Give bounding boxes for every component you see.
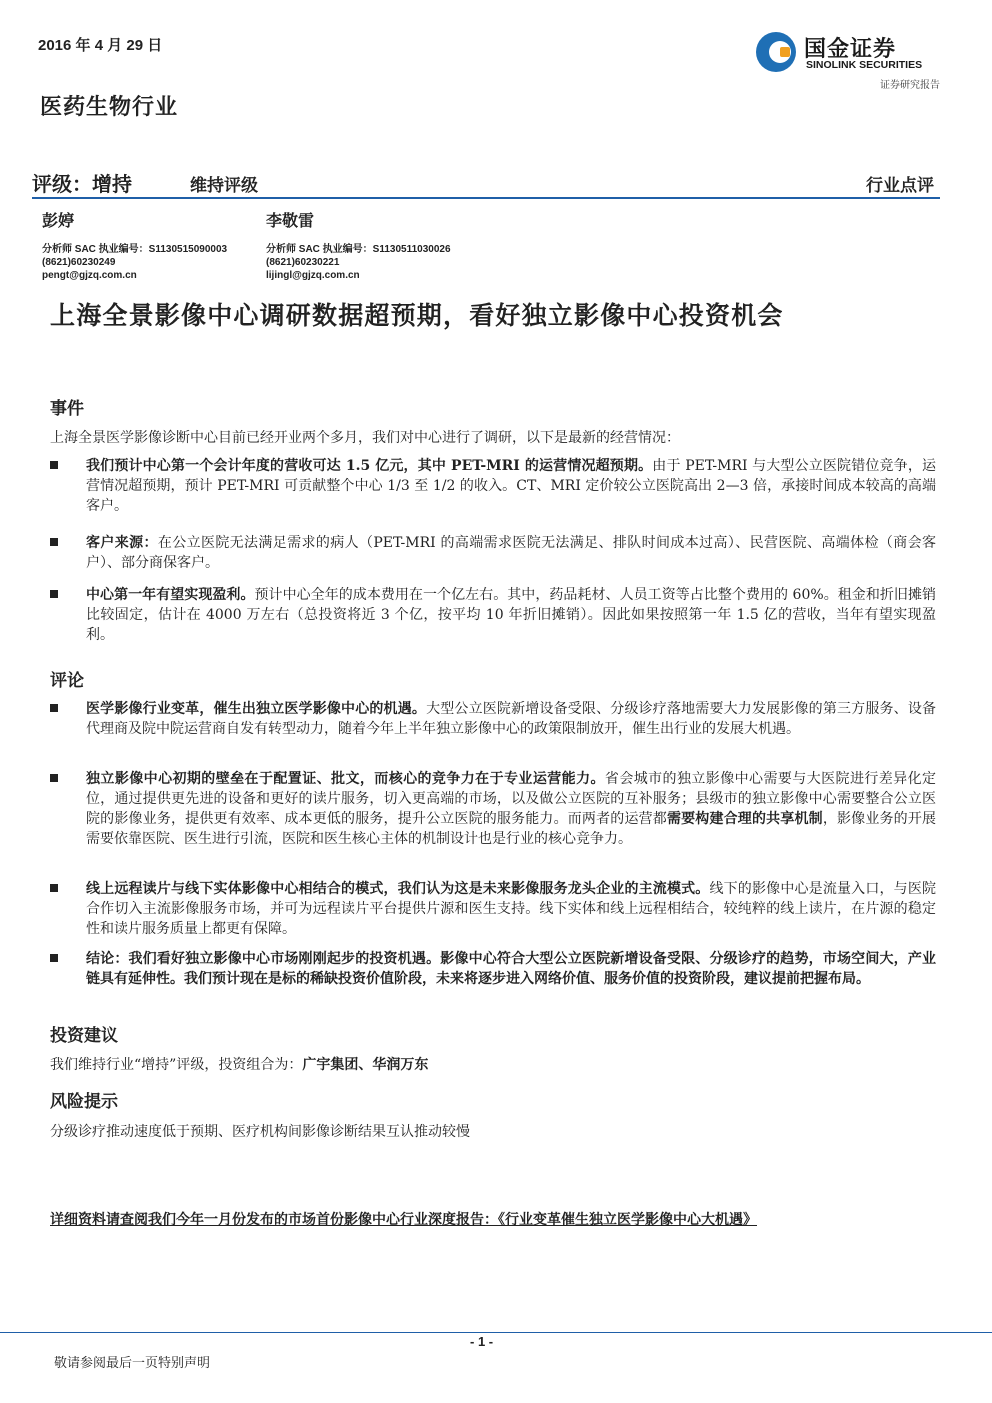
bullet-icon bbox=[50, 590, 58, 598]
page-number: - 1 - bbox=[470, 1334, 494, 1349]
investment-text: 我们维持行业“增持”评级，投资组合为：广宇集团、华润万东 bbox=[50, 1057, 429, 1073]
bullet-icon bbox=[50, 774, 58, 782]
analyst-email[interactable]: pengt@gjzq.com.cn bbox=[42, 270, 137, 281]
maintain-rating: 维持评级 bbox=[190, 176, 258, 196]
logo-cn-text: 国金证券 bbox=[804, 37, 897, 62]
report-date: 2016 年 4 月 29 日 bbox=[38, 37, 163, 54]
industry-title: 医药生物行业 bbox=[40, 94, 179, 120]
company-logo bbox=[756, 30, 946, 90]
report-type: 行业点评 bbox=[866, 176, 934, 196]
report-headline: 上海全景影像中心调研数据超预期，看好独立影像中心投资机会 bbox=[50, 301, 784, 330]
deep-report-link[interactable]: 详细资料请查阅我们今年一月份发布的市场首份影像中心行业深度报告：《行业变革催生独立医学影像中心大机遇》 bbox=[50, 1212, 757, 1228]
analyst-cert: 分析师 SAC 执业编号：S1130511030026 bbox=[266, 244, 451, 255]
bullet-icon bbox=[50, 461, 58, 469]
logo-subtitle: 证券研究报告 bbox=[880, 80, 940, 91]
analyst-name: 李敬雷 bbox=[266, 211, 315, 230]
footer-divider bbox=[0, 1332, 992, 1333]
analyst-email[interactable]: lijingl@gjzq.com.cn bbox=[266, 270, 360, 281]
risk-text: 分级诊疗推动速度低于预期、医疗机构间影像诊断结果互认推动较慢 bbox=[50, 1124, 470, 1140]
section-event-title: 事件 bbox=[50, 399, 84, 419]
section-comment-title: 评论 bbox=[50, 671, 84, 691]
bullet-icon bbox=[50, 954, 58, 962]
logo-en-text: SINOLINK SECURITIES bbox=[806, 59, 923, 71]
disclaimer: 敬请参阅最后一页特别声明 bbox=[54, 1356, 211, 1371]
analyst-2 bbox=[266, 208, 451, 282]
rating: 评级：增持 bbox=[32, 172, 132, 196]
event-intro: 上海全景医学影像诊断中心目前已经开业两个多月，我们对中心进行了调研，以下是最新的经营情况： bbox=[50, 430, 680, 446]
bullet-icon bbox=[50, 704, 58, 712]
header-divider bbox=[32, 197, 940, 199]
bullet-icon bbox=[50, 884, 58, 892]
analyst-cert: 分析师 SAC 执业编号：S1130515090003 bbox=[42, 244, 228, 255]
bullet-icon bbox=[50, 538, 58, 546]
section-risk-title: 风险提示 bbox=[50, 1092, 118, 1112]
rating-bar bbox=[32, 166, 940, 196]
analyst-1 bbox=[42, 208, 227, 282]
analyst-phone: (8621)60230221 bbox=[266, 257, 340, 268]
logo-mark-icon bbox=[756, 32, 796, 72]
section-investment-title: 投资建议 bbox=[50, 1026, 118, 1046]
analyst-phone: (8621)60230249 bbox=[42, 257, 116, 268]
analyst-name: 彭婷 bbox=[42, 211, 75, 230]
